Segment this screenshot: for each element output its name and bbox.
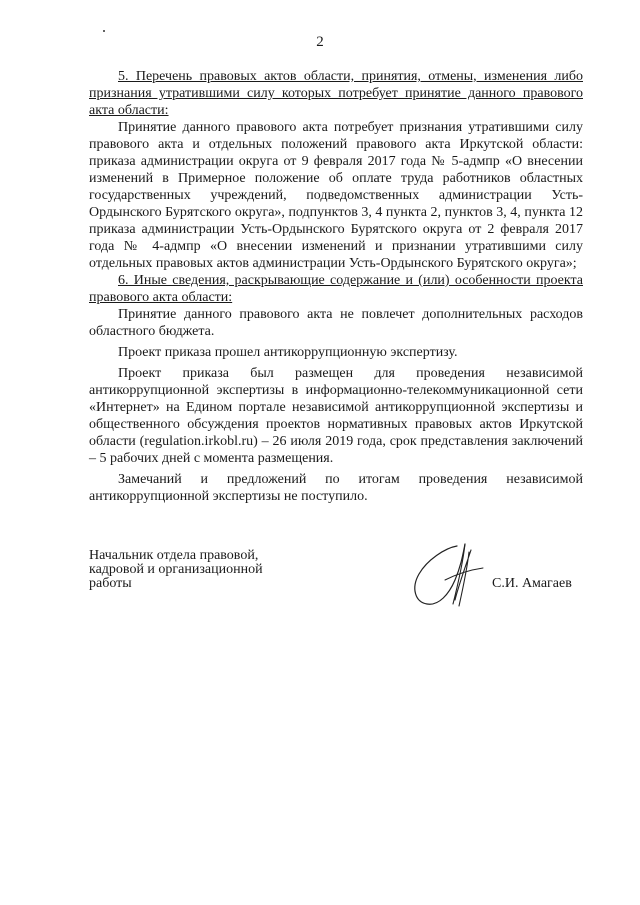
signer-position-line-1: Начальник отдела правовой, [89,548,259,563]
signer-position-line-3: работы [89,576,132,591]
document-body [89,68,583,505]
handwritten-signature [405,540,490,612]
scan-speck [103,30,105,32]
section-6-paragraph-1: Принятие данного правового акта не повлечет дополнительных расходов областного бюджета. [89,307,583,339]
signer-name: С.И. Амагаев [492,576,572,591]
section-6-paragraph-4: Замечаний и предложений по итогам проведения независимой антикоррупционной экспертизы не поступило. [89,472,583,504]
section-6-paragraph-2: Проект приказа прошел антикоррупционную экспертизу. [118,345,458,360]
section-6-heading: 6. Иные сведения, раскрывающие содержание и (или) особенности проекта правового акта области: [89,273,583,305]
page-number: 2 [316,34,324,50]
signer-position-line-2: кадровой и организационной [89,562,263,577]
section-5-paragraph-1: Принятие данного правового акта потребует признания утратившими силу правового акта и отдельных положений правового акта Иркутской области: приказа администрации округа от 9 февраля 2017 года № 5-адмпр «О внесении изменений в Примерное положение об оплате труда работников областных государственных учреждений, подведомственных администрации Усть-Ордынского Бурятского округа», подпунктов 3, 4 пункта 2, пунктов 3, 4, пункта 12 приказа администрации Усть-Ордынского Бурятского округа от 2 февраля 2017 года № 4-адмпр «О внесении изменений и признании утратившими силу отдельных правовых актов администрации Усть-Ордынского Бурятского округа»; [89,120,583,271]
section-6-paragraph-3: Проект приказа был размещен для проведения независимой антикоррупционной экспертизы в информационно-телекоммуникационной сети «Интернет» на Едином портале независимой антикоррупционной экспертизы и общественного обсуждения проектов нормативных правовых актов Иркутской области (regulation.irkobl.ru) – 26 июля 2019 года, срок представления заключений – 5 рабочих дней с момента размещения. [89,366,583,466]
signer-position [89,549,263,591]
section-5-heading: 5. Перечень правовых актов области, принятия, отмены, изменения либо признания утратившими силу которых потребует принятие данного правового акта области: [89,69,583,118]
